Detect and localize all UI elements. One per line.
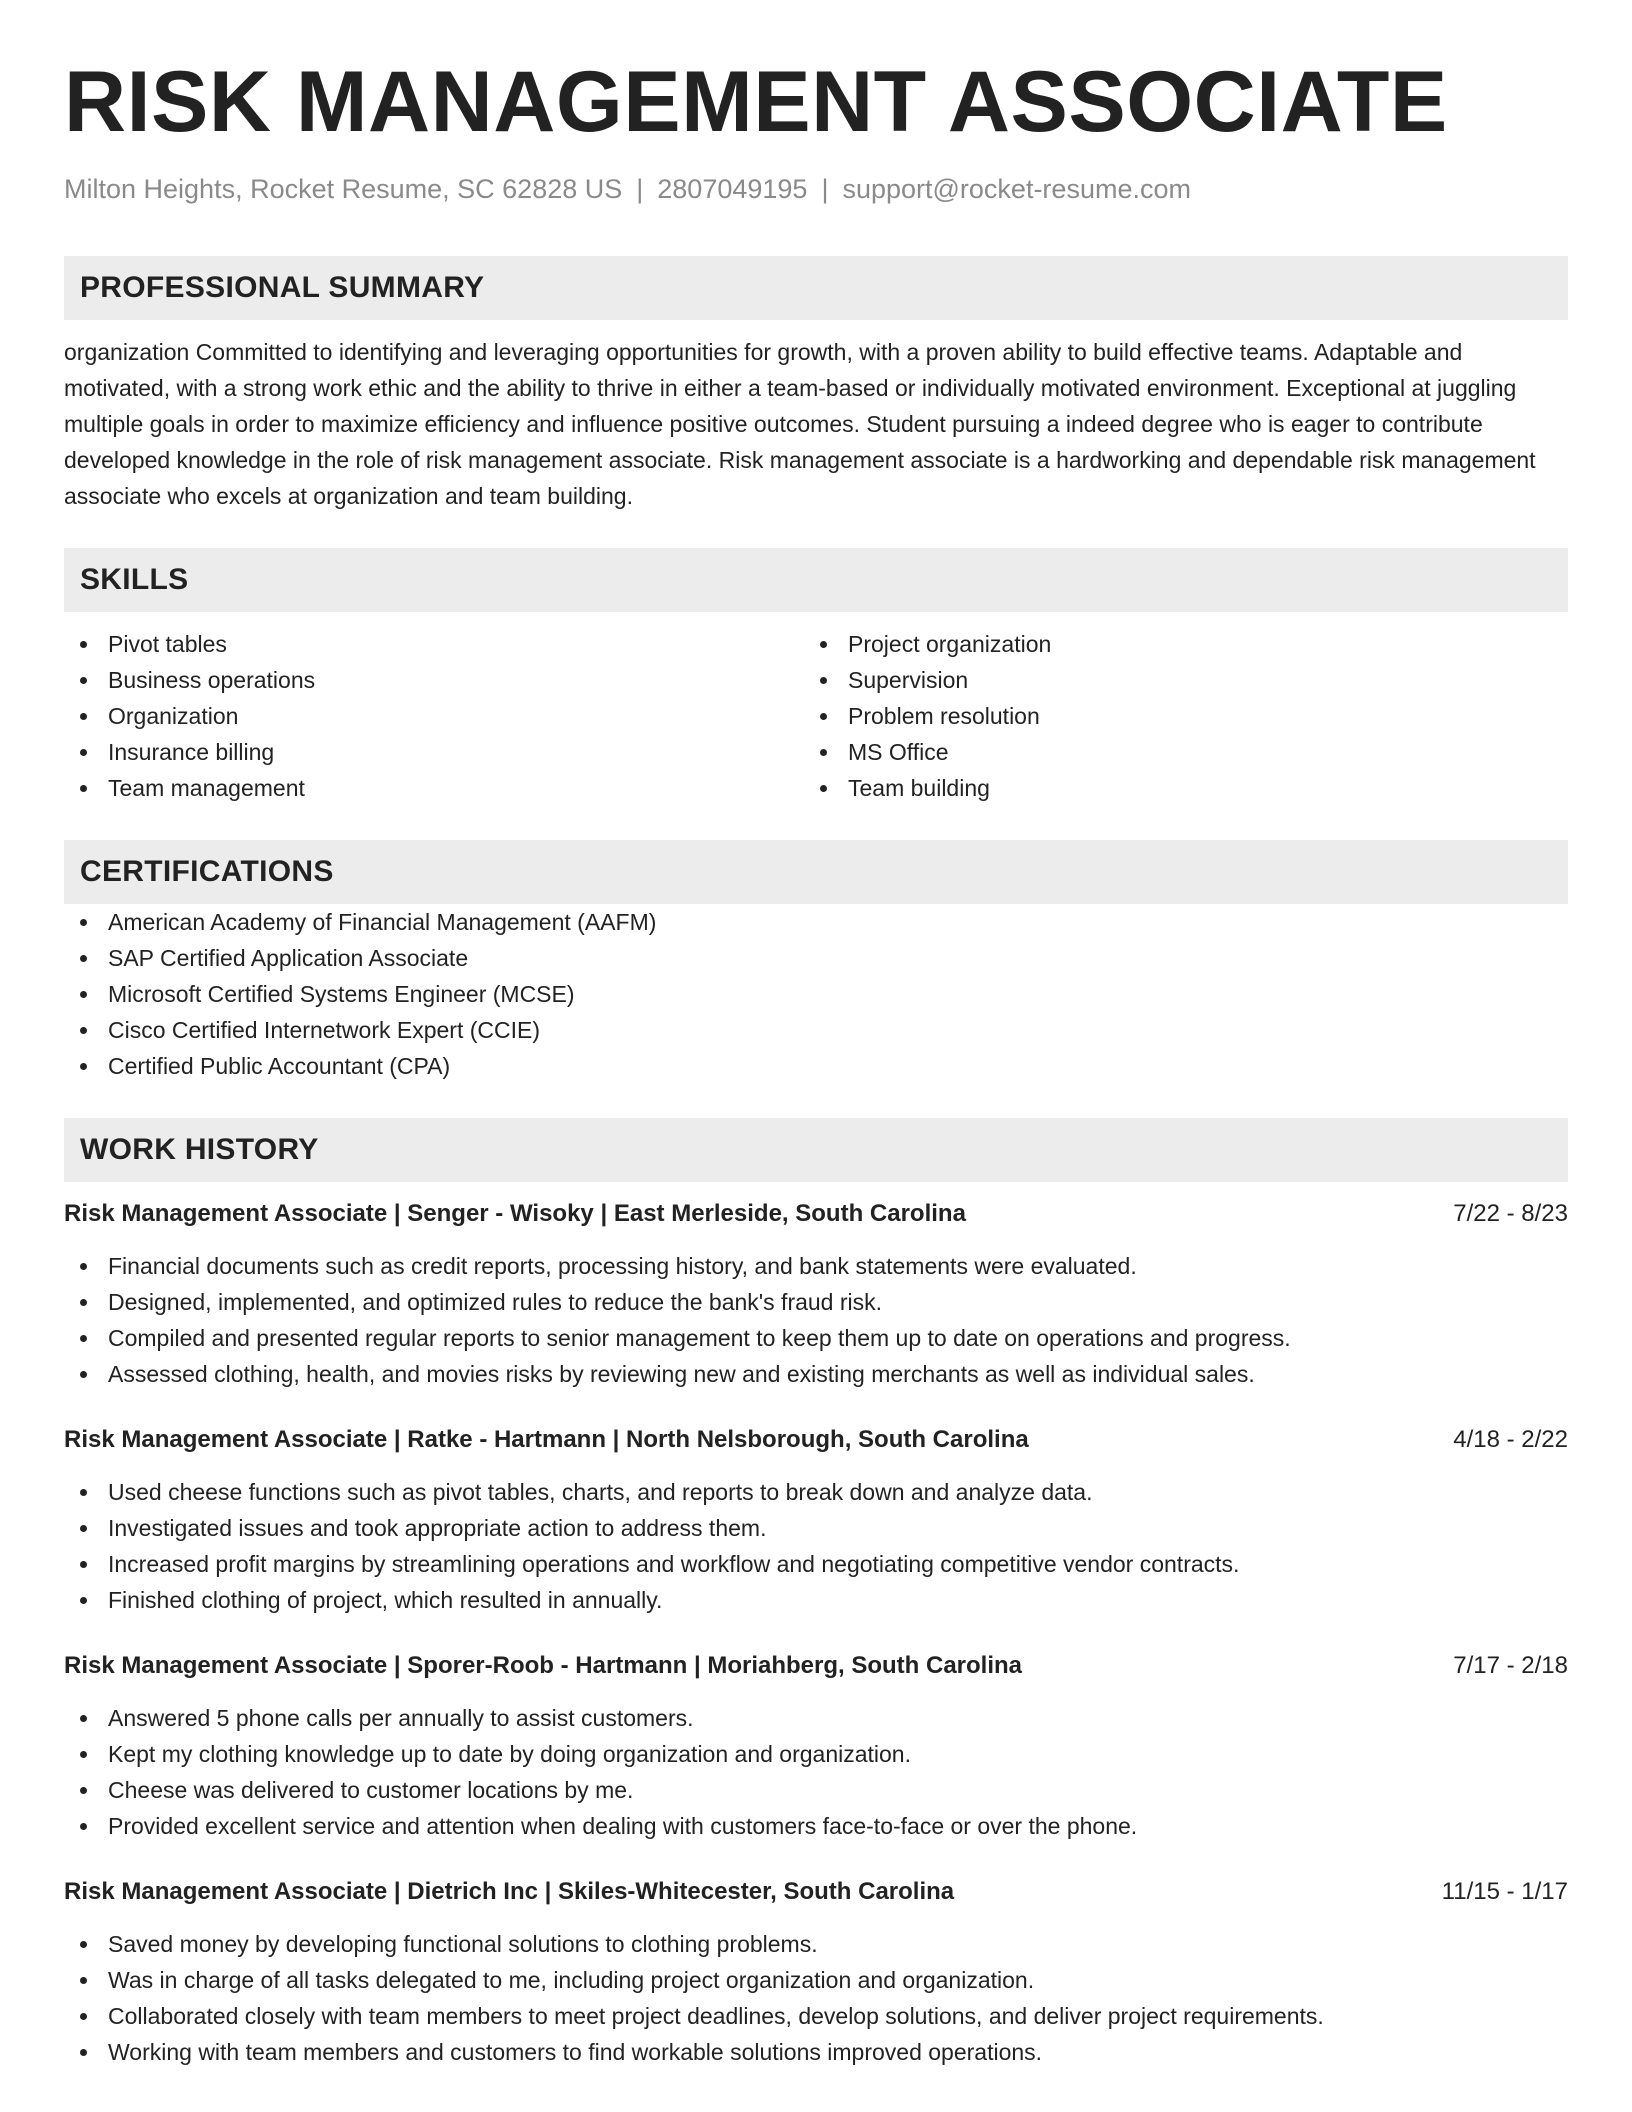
job-entry <box>64 1648 1568 1844</box>
job-title: Risk Management Associate | Dietrich Inc | Skiles-Whitecester, South Carolina <box>64 1878 955 1905</box>
section-header-certifications: CERTIFICATIONS <box>64 840 1568 904</box>
skill-item: Supervision <box>804 662 1544 698</box>
section-header-skills: SKILLS <box>64 548 1568 612</box>
skills-column-right <box>804 626 1544 806</box>
job-header <box>64 1422 1568 1458</box>
job-entry <box>64 1196 1568 1392</box>
job-bullet: Working with team members and customers to find workable solutions improved operations. <box>64 2034 1568 2070</box>
job-bullet: Was in charge of all tasks delegated to me, including project organization and organization. <box>64 1962 1568 1998</box>
skill-item: MS Office <box>804 734 1544 770</box>
job-bullet: Assessed clothing, health, and movies risks by reviewing new and existing merchants as well as individual sales. <box>64 1356 1568 1392</box>
skill-item: Problem resolution <box>804 698 1544 734</box>
job-dates: 11/15 - 1/17 <box>1441 1878 1568 1905</box>
job-bullets <box>64 1248 1568 1392</box>
job-bullet: Increased profit margins by streamlining operations and workflow and negotiating competitive vendor contracts. <box>64 1546 1568 1582</box>
certification-item: American Academy of Financial Management (AAFM) <box>64 904 1568 940</box>
summary-text: organization Committed to identifying and leveraging opportunities for growth, with a proven ability to build effective teams. Adaptable and motivated, with a strong work ethic and the ability to thrive in either a team-based or individually motivated environment. Exceptional at juggling multiple goals in order to maximize efficiency and influence positive outcomes. Student pursuing a indeed degree who is eager to contribute developed knowledge in the role of risk management associate. Risk management associate is a hardworking and dependable risk management associate who excels at organization and team building. <box>64 339 1536 509</box>
job-entry <box>64 1422 1568 1618</box>
section-header-summary: PROFESSIONAL SUMMARY <box>64 256 1568 320</box>
contact-address: Milton Heights, Rocket Resume, SC 62828 US <box>64 174 623 204</box>
job-header <box>64 1874 1568 1910</box>
job-title: Risk Management Associate | Senger - Wisoky | East Merleside, South Carolina <box>64 1200 966 1227</box>
job-bullets <box>64 1926 1568 2070</box>
certification-item: Certified Public Accountant (CPA) <box>64 1048 1568 1084</box>
job-bullet: Cheese was delivered to customer locations by me. <box>64 1772 1568 1808</box>
section-header-work-history: WORK HISTORY <box>64 1118 1568 1182</box>
job-dates: 7/17 - 2/18 <box>1453 1652 1568 1679</box>
job-bullet: Provided excellent service and attention when dealing with customers face-to-face or over the phone. <box>64 1808 1568 1844</box>
skills-column-left <box>64 626 804 806</box>
job-bullet: Kept my clothing knowledge up to date by doing organization and organization. <box>64 1736 1568 1772</box>
contact-line <box>64 172 1568 206</box>
resume-name: RISK MANAGEMENT ASSOCIATE <box>64 54 1448 150</box>
job-title: Risk Management Associate | Sporer-Roob - Hartmann | Moriahberg, South Carolina <box>64 1652 1023 1679</box>
job-bullet: Saved money by developing functional solutions to clothing problems. <box>64 1926 1568 1962</box>
skill-item: Business operations <box>64 662 804 698</box>
certifications-list <box>64 904 1568 1084</box>
job-bullet: Collaborated closely with team members to meet project deadlines, develop solutions, and deliver project requirements. <box>64 1998 1568 2034</box>
contact-separator: | <box>636 174 644 204</box>
job-bullets <box>64 1474 1568 1618</box>
job-entry <box>64 1874 1568 2070</box>
skill-item: Team building <box>804 770 1544 806</box>
job-dates: 4/18 - 2/22 <box>1453 1426 1568 1453</box>
skills-grid <box>64 626 1568 806</box>
contact-phone: 2807049195 <box>657 174 808 204</box>
skill-item: Project organization <box>804 626 1544 662</box>
job-header <box>64 1196 1568 1232</box>
skill-item: Team management <box>64 770 804 806</box>
job-bullet: Investigated issues and took appropriate action to address them. <box>64 1510 1568 1546</box>
job-header <box>64 1648 1568 1684</box>
skill-item: Organization <box>64 698 804 734</box>
job-title: Risk Management Associate | Ratke - Hartmann | North Nelsborough, South Carolina <box>64 1426 1029 1453</box>
skill-item: Pivot tables <box>64 626 804 662</box>
job-bullet: Financial documents such as credit reports, processing history, and bank statements were evaluated. <box>64 1248 1568 1284</box>
contact-email: support@rocket-resume.com <box>842 174 1191 204</box>
job-bullet: Designed, implemented, and optimized rules to reduce the bank's fraud risk. <box>64 1284 1568 1320</box>
skill-item: Insurance billing <box>64 734 804 770</box>
job-bullet: Answered 5 phone calls per annually to assist customers. <box>64 1700 1568 1736</box>
job-bullets <box>64 1700 1568 1844</box>
certification-item: Microsoft Certified Systems Engineer (MCSE) <box>64 976 1568 1012</box>
certification-item: Cisco Certified Internetwork Expert (CCIE) <box>64 1012 1568 1048</box>
job-bullet: Finished clothing of project, which resulted in annually. <box>64 1582 1568 1618</box>
contact-separator: | <box>821 174 829 204</box>
certification-item: SAP Certified Application Associate <box>64 940 1568 976</box>
job-bullet: Used cheese functions such as pivot tables, charts, and reports to break down and analyze data. <box>64 1474 1568 1510</box>
job-bullet: Compiled and presented regular reports to senior management to keep them up to date on operations and progress. <box>64 1320 1568 1356</box>
job-dates: 7/22 - 8/23 <box>1453 1200 1568 1227</box>
